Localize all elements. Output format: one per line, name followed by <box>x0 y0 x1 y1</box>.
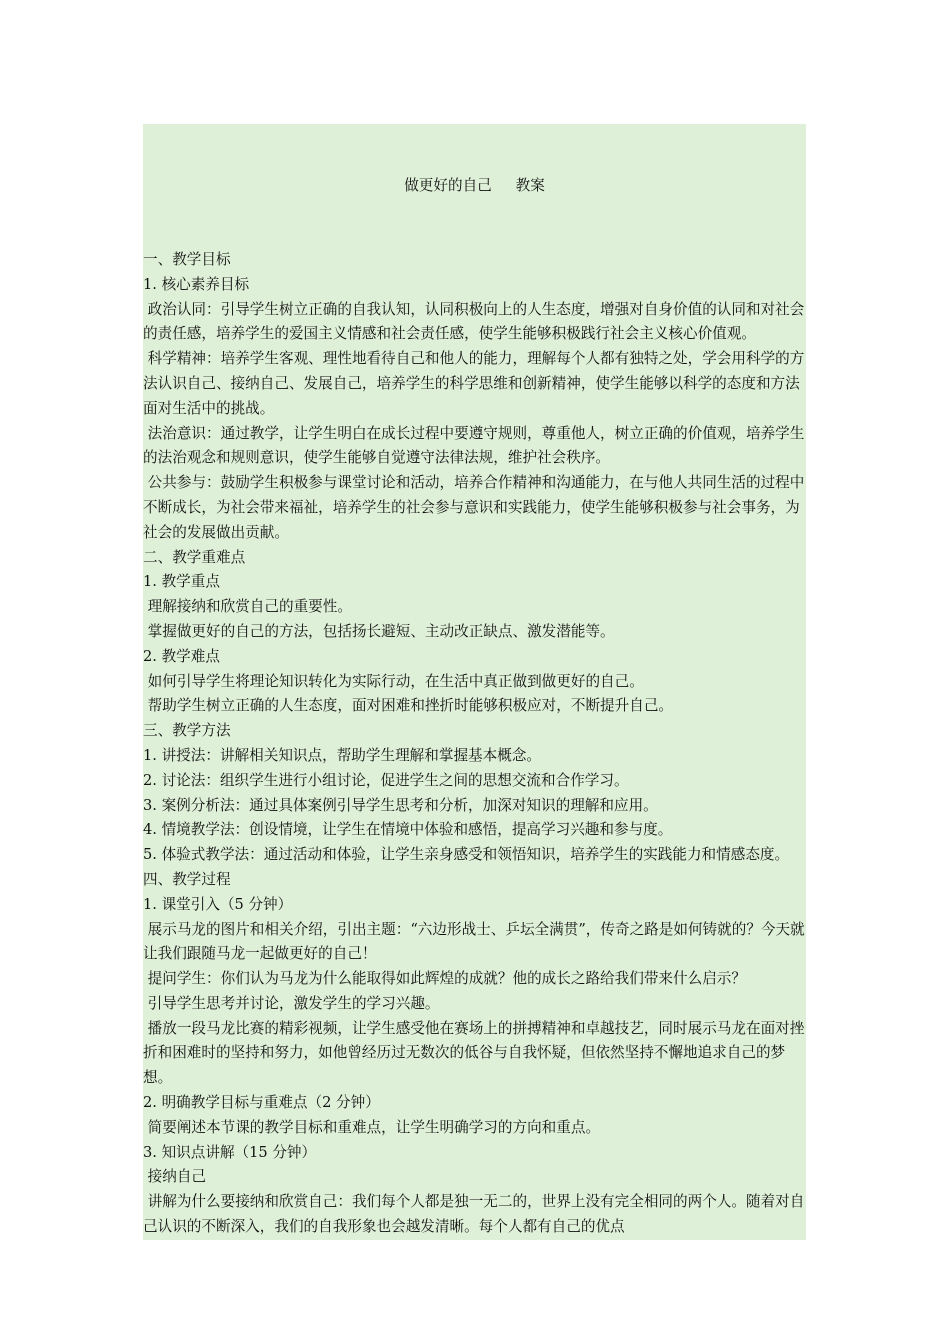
text-line: 如何引导学生将理论知识转化为实际行动，在生活中真正做到做更好的自己。 <box>143 672 644 690</box>
text-line: 1. 核心素养目标 <box>143 275 250 293</box>
text-line: 2. 明确教学目标与重难点（2 分钟） <box>143 1094 380 1112</box>
text-line: 1. 课堂引入（5 分钟） <box>143 895 293 913</box>
text-line: 讲解为什么要接纳和欣赏自己：我们每个人都是独一无二的，世界上没有完全相同的两个人。随着对自己认识的不断深入，我们的自我形象也会越发清晰。每个人都有自己的优点 <box>143 1193 805 1236</box>
text-line: 理解接纳和欣赏自己的重要性。 <box>143 598 352 616</box>
text-line: 引导学生思考并讨论，激发学生的学习兴趣。 <box>143 994 440 1012</box>
text-line: 3. 知识点讲解（15 分钟） <box>143 1143 317 1161</box>
text-line: 3. 案例分析法：通过具体案例引导学生思考和分析，加深对知识的理解和应用。 <box>143 796 658 814</box>
text-line: 1. 教学重点 <box>143 573 220 591</box>
text-line: 三、教学方法 <box>143 722 231 740</box>
text-line: 掌握做更好的自己的方法，包括扬长避短、主动改正缺点、激发潜能等。 <box>143 622 615 640</box>
text-line: 播放一段马龙比赛的精彩视频，让学生感受他在赛场上的拼搏精神和卓越技艺，同时展示马龙在面对挫折和困难时的坚持和努力，如他曾经历过无数次的低谷与自我怀疑，但依然坚持不懈地追求自己的梦想。 <box>143 1019 805 1087</box>
text-line: 四、教学过程 <box>143 870 231 888</box>
document-body <box>143 124 806 1240</box>
text-line: 二、教学重难点 <box>143 548 246 566</box>
text-line: 展示马龙的图片和相关介绍，引出主题：“六边形战士、乒坛全满贯”，传奇之路是如何铸就的？今天就让我们跟随马龙一起做更好的自己！ <box>143 920 805 963</box>
text-line: 政治认同：引导学生树立正确的自我认知，认同积极向上的人生态度，增强对自身价值的认同和对社会的责任感，培养学生的爱国主义情感和社会责任感，使学生能够积极践行社会主义核心价值观。 <box>143 300 805 343</box>
text-line: 2. 教学难点 <box>143 647 220 665</box>
text-line: 1. 讲授法：讲解相关知识点，帮助学生理解和掌握基本概念。 <box>143 746 542 764</box>
text-line: 科学精神：培养学生客观、理性地看待自己和他人的能力，理解每个人都有独特之处，学会用科学的方法认识自己、接纳自己、发展自己，培养学生的科学思维和创新精神，使学生能够以科学的态度和方法面对生活中的挑战。 <box>143 350 805 417</box>
text-line: 简要阐述本节课的教学目标和重难点，让学生明确学习的方向和重点。 <box>143 1118 601 1136</box>
text-line: 提问学生：你们认为马龙为什么能取得如此辉煌的成就？他的成长之路给我们带来什么启示？ <box>143 970 746 988</box>
text-line: 帮助学生树立正确的人生态度，面对困难和挫折时能够积极应对，不断提升自己。 <box>143 697 674 715</box>
text-line: 法治意识：通过教学，让学生明白在成长过程中要遵守规则，尊重他人，树立正确的价值观，培养学生的法治观念和规则意识，使学生能够自觉遵守法律法规，维护社会秩序。 <box>143 424 805 467</box>
document-title: 做更好的自己 教案 <box>404 176 545 194</box>
text-line: 5. 体验式教学法：通过活动和体验，让学生亲身感受和领悟知识，培养学生的实践能力和情感态度。 <box>143 846 790 864</box>
text-line: 4. 情境教学法：创设情境，让学生在情境中体验和感悟，提高学习兴趣和参与度。 <box>143 821 673 839</box>
text-line: 一、教学目标 <box>143 250 231 268</box>
text-line: 公共参与：鼓励学生积极参与课堂讨论和活动，培养合作精神和沟通能力，在与他人共同生活的过程中不断成长，为社会带来福祉，培养学生的社会参与意识和实践能力，使学生能够积极参与社会事务，为社会的发展做出贡献。 <box>143 474 805 541</box>
text-line: 接纳自己 <box>143 1168 207 1186</box>
text-line: 2. 讨论法：组织学生进行小组讨论，促进学生之间的思想交流和合作学习。 <box>143 771 629 789</box>
